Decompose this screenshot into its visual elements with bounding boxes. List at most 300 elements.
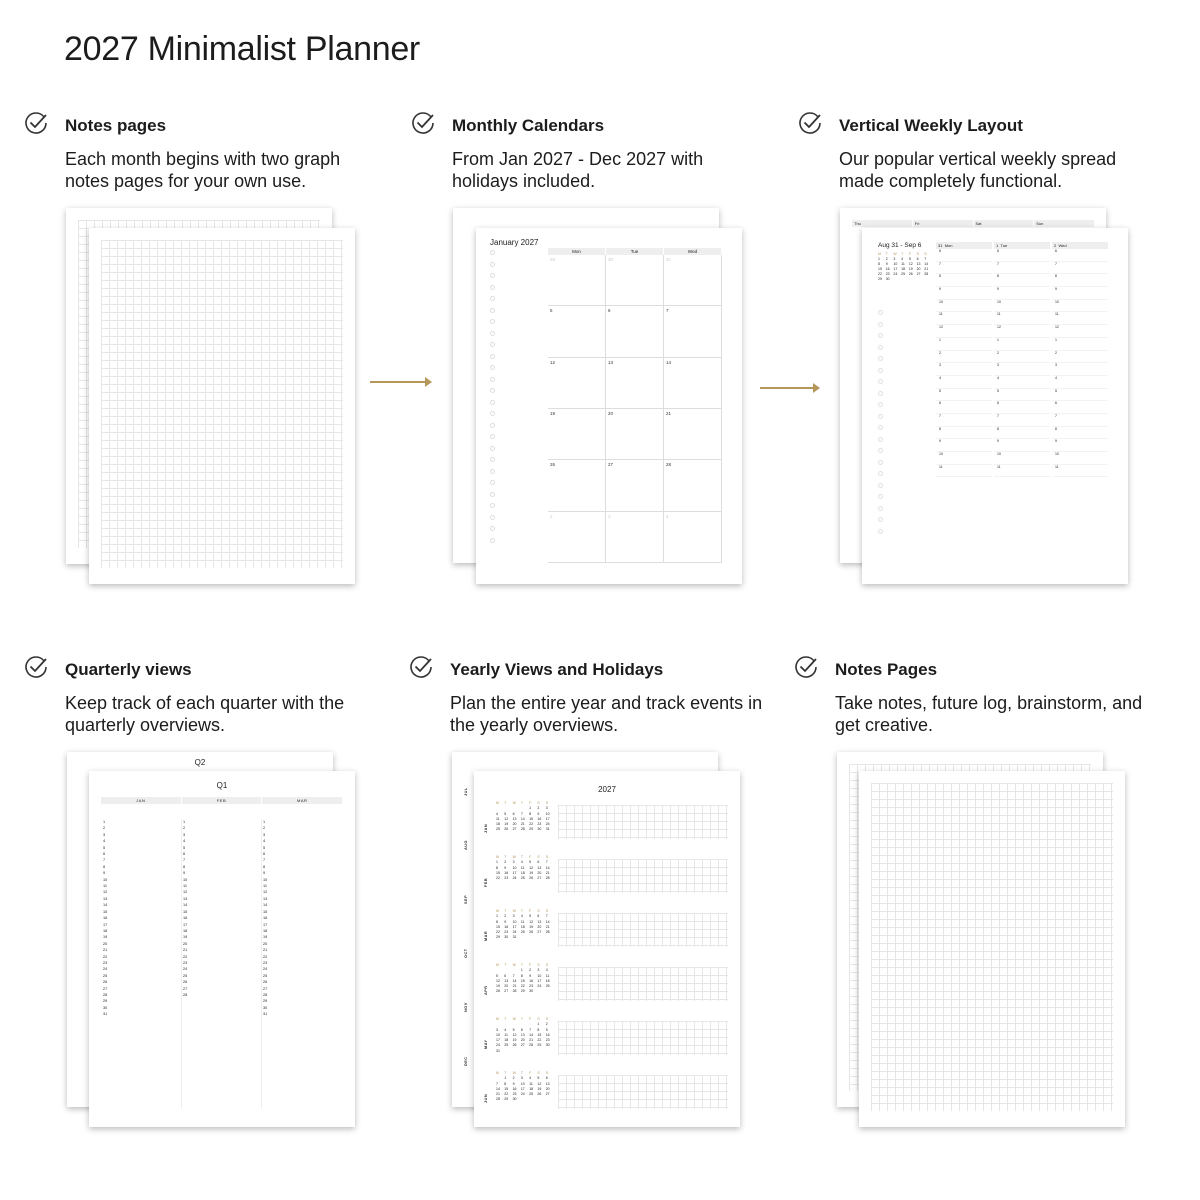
quarter-day: 16 xyxy=(263,916,268,921)
calendar-day: 31 xyxy=(664,255,722,306)
mini-day: 8 xyxy=(520,973,523,978)
mini-weekday: T xyxy=(520,909,523,913)
mini-day-empty xyxy=(521,806,529,810)
calendar-weekday-header xyxy=(548,248,722,255)
quarter-day: 4 xyxy=(183,839,186,844)
mini-day: 27 xyxy=(537,930,542,935)
mini-day: 8 xyxy=(504,1081,507,1086)
mini-weekday: M xyxy=(878,252,881,256)
quarter-day: 30 xyxy=(103,1005,108,1010)
mini-day: 26 xyxy=(529,876,534,881)
mini-day: 18 xyxy=(545,978,550,983)
mini-weekday: F xyxy=(908,252,911,256)
quarter-day: 26 xyxy=(103,980,108,985)
mini-day: 21 xyxy=(545,870,550,875)
quarter-day: 3 xyxy=(103,832,106,837)
mini-day: 10 xyxy=(537,973,542,978)
calendar-day: 5 xyxy=(548,306,606,357)
calendar-day: 14 xyxy=(664,358,722,409)
month-label: JUN xyxy=(484,1093,488,1103)
mini-weekday: W xyxy=(512,963,516,967)
month-label: MAR xyxy=(484,930,488,941)
mini-day: 4 xyxy=(520,860,523,865)
mini-calendar xyxy=(496,909,554,939)
hour-slot: 9 xyxy=(994,287,1050,300)
mini-day: 24 xyxy=(512,930,517,935)
calendar-day: 27 xyxy=(606,460,664,511)
mini-day: 19 xyxy=(537,1086,542,1091)
quarter-day: 15 xyxy=(183,909,188,914)
month-label: OCT xyxy=(464,948,468,958)
mini-day: 8 xyxy=(878,262,880,266)
weekly-notes-circles xyxy=(878,310,883,540)
mini-weekday: S xyxy=(924,252,927,256)
mini-weekday: S xyxy=(537,801,540,805)
mini-day: 13 xyxy=(545,1081,550,1086)
weekday-label: Fri xyxy=(913,220,973,227)
mini-day: 5 xyxy=(537,1076,540,1081)
day-number: 31 xyxy=(938,243,943,248)
mini-day: 6 xyxy=(520,1027,523,1032)
mini-day: 8 xyxy=(537,1027,540,1032)
quarter-day: 9 xyxy=(263,871,266,876)
month-label: JUL xyxy=(464,787,468,796)
mini-day: 16 xyxy=(512,1086,517,1091)
calendar-day: 26 xyxy=(548,460,606,511)
quarter-day: 5 xyxy=(263,845,266,850)
hour-slot: 3 xyxy=(994,363,1050,376)
hour-slot: 3 xyxy=(1052,363,1108,376)
feature-notes-pages-2 xyxy=(835,660,1175,736)
mini-day: 15 xyxy=(520,978,525,983)
quarter-day: 15 xyxy=(263,909,268,914)
mini-day: 29 xyxy=(878,277,882,281)
weekly-day-header xyxy=(1052,242,1108,249)
hour-slot: 12 xyxy=(1052,325,1108,338)
month-label: SEP xyxy=(464,894,468,904)
mini-day: 25 xyxy=(901,272,906,276)
quarter-day: 7 xyxy=(103,858,106,863)
quarter-day: 29 xyxy=(103,999,108,1004)
calendar-grid xyxy=(548,255,722,563)
calendar-notes-circles xyxy=(490,250,496,549)
mini-day: 25 xyxy=(496,827,500,832)
hour-slot: 8 xyxy=(936,274,992,287)
month-label: JAN xyxy=(101,797,181,804)
mini-day: 28 xyxy=(512,989,517,994)
quarter-day: 24 xyxy=(263,967,268,972)
mini-day: 6 xyxy=(504,973,507,978)
feature-text: Each month begins with two graph notes pages for your own use. xyxy=(65,149,341,191)
day-label: Tue xyxy=(1000,243,1008,248)
check-circle-icon xyxy=(23,110,49,136)
mini-day: 11 xyxy=(529,1081,533,1086)
quarter-day: 4 xyxy=(263,839,266,844)
hour-slot: 1 xyxy=(994,338,1050,351)
mini-weekday: S xyxy=(545,1017,549,1021)
hour-slot: 10 xyxy=(994,300,1050,313)
quarter-day: 6 xyxy=(183,852,186,857)
calendar-day: 12 xyxy=(548,358,606,409)
mini-day: 11 xyxy=(901,262,905,266)
month-label: APR xyxy=(484,985,488,995)
year-notes-grid xyxy=(558,967,728,1001)
hour-slot: 9 xyxy=(1052,439,1108,452)
mini-weekday: F xyxy=(529,1071,532,1075)
month-label: NOV xyxy=(464,1002,468,1012)
feature-heading: Monthly Calendars xyxy=(452,116,605,135)
mini-day: 23 xyxy=(529,984,534,989)
mini-day: 14 xyxy=(545,865,550,870)
quarter-day: 21 xyxy=(183,948,188,953)
mini-day: 2 xyxy=(885,257,888,261)
feature-monthly-calendars xyxy=(452,116,792,192)
hour-slot: 6 xyxy=(1052,249,1108,262)
month-label: DEC xyxy=(464,1056,468,1066)
hour-slot: 11 xyxy=(936,465,992,478)
feature-notes-pages xyxy=(65,116,405,192)
hour-list xyxy=(936,249,992,477)
mini-day: 30 xyxy=(545,1043,550,1048)
mini-weekday: T xyxy=(504,963,507,967)
mini-day: 15 xyxy=(496,870,500,875)
day-number: 1 xyxy=(996,243,999,248)
mini-day: 3 xyxy=(520,1076,523,1081)
mini-day: 6 xyxy=(537,860,540,865)
mini-day: 2 xyxy=(529,968,532,973)
mini-day: 13 xyxy=(537,919,542,924)
hour-slot: 7 xyxy=(1052,414,1108,427)
divider xyxy=(181,819,182,1109)
quarter-day: 17 xyxy=(103,922,108,927)
mini-day: 6 xyxy=(537,914,540,919)
year-notes-grid xyxy=(558,805,728,839)
year-notes-grid xyxy=(558,1021,728,1055)
month-label: FEB xyxy=(484,877,488,887)
mini-day: 10 xyxy=(512,865,517,870)
mini-day: 21 xyxy=(529,1038,534,1043)
mini-day: 15 xyxy=(537,1032,542,1037)
quarter-day: 15 xyxy=(103,909,108,914)
mini-day: 28 xyxy=(545,930,550,935)
mini-day: 12 xyxy=(504,816,509,821)
mini-day: 1 xyxy=(537,1022,540,1027)
mini-day: 7 xyxy=(545,914,548,919)
mini-day: 28 xyxy=(545,876,550,881)
hour-slot: 2 xyxy=(936,351,992,364)
mini-weekday: F xyxy=(529,855,532,859)
quarter-day: 13 xyxy=(103,896,108,901)
quarter-day: 28 xyxy=(103,992,108,997)
hour-slot: 10 xyxy=(994,452,1050,465)
month-label: JAN xyxy=(484,823,488,833)
mini-day: 3 xyxy=(537,968,540,973)
mini-day: 10 xyxy=(545,811,550,816)
quarter-day: 27 xyxy=(103,986,108,991)
quarter-day: 14 xyxy=(103,903,108,908)
quarter-day: 3 xyxy=(183,832,186,837)
mini-day: 18 xyxy=(496,822,500,827)
weekday-label: Tue xyxy=(606,248,663,255)
quarter-day: 8 xyxy=(263,864,266,869)
mini-day: 14 xyxy=(529,1032,534,1037)
mini-weekday: S xyxy=(545,963,549,967)
quarter-day: 16 xyxy=(183,916,188,921)
mini-day-empty xyxy=(504,968,512,972)
quarter-day: 30 xyxy=(263,1005,268,1010)
mini-day-empty xyxy=(496,1076,504,1080)
mini-day: 3 xyxy=(545,806,548,811)
mini-day: 6 xyxy=(916,257,919,261)
quarter-day: 24 xyxy=(103,967,108,972)
mini-day: 15 xyxy=(504,1086,509,1091)
hour-slot: 9 xyxy=(936,287,992,300)
calendar-month-title: January 2027 xyxy=(490,238,539,247)
quarter-day: 27 xyxy=(263,986,268,991)
mini-calendar xyxy=(496,1071,554,1101)
hour-slot: 7 xyxy=(994,262,1050,275)
mini-calendar xyxy=(496,1017,554,1053)
quarter-day: 27 xyxy=(183,986,188,991)
mini-day: 7 xyxy=(545,860,548,865)
weekday-label: Sat xyxy=(974,220,1034,227)
year-month-row xyxy=(484,961,730,1013)
mini-day: 21 xyxy=(520,822,525,827)
mini-day: 1 xyxy=(520,968,523,973)
mini-day: 30 xyxy=(512,1097,517,1102)
mini-day: 15 xyxy=(529,816,534,821)
mini-day: 11 xyxy=(520,865,525,870)
mini-day-empty xyxy=(513,1022,521,1026)
quarter-day: 8 xyxy=(183,864,186,869)
quarter-day: 5 xyxy=(183,845,186,850)
quarter-day: 1 xyxy=(263,820,266,824)
mini-day: 7 xyxy=(529,1027,532,1032)
mini-day: 30 xyxy=(537,827,542,832)
mini-day: 2 xyxy=(545,1022,548,1027)
quarter-day: 28 xyxy=(263,992,268,997)
quarter-day: 10 xyxy=(183,877,188,882)
mini-day: 24 xyxy=(496,1043,500,1048)
mini-day: 20 xyxy=(916,267,921,271)
mini-day: 8 xyxy=(529,811,532,816)
feature-text: Plan the entire year and track events in the yearly overviews. xyxy=(450,693,763,735)
mini-day: 14 xyxy=(520,816,525,821)
mini-weekday: W xyxy=(512,1017,516,1021)
mini-day: 14 xyxy=(545,919,550,924)
mini-day: 9 xyxy=(537,811,540,816)
mini-day: 20 xyxy=(537,870,542,875)
mini-weekday: S xyxy=(537,855,540,859)
mini-day: 9 xyxy=(512,1081,515,1086)
hour-slot: 7 xyxy=(936,262,992,275)
hour-slot: 8 xyxy=(936,427,992,440)
hour-slot: 6 xyxy=(994,401,1050,414)
mini-day: 17 xyxy=(496,1038,500,1043)
quarter-day: 14 xyxy=(263,903,268,908)
mini-day: 11 xyxy=(496,816,500,821)
mini-day: 24 xyxy=(537,984,542,989)
arrow-icon xyxy=(370,381,430,383)
mini-day: 11 xyxy=(504,1032,508,1037)
quarter-day: 5 xyxy=(103,845,106,850)
hour-list xyxy=(994,249,1050,477)
quarter-day: 4 xyxy=(103,839,106,844)
quarter-day: 18 xyxy=(263,928,268,933)
mini-day: 20 xyxy=(520,1038,525,1043)
quarter-day: 1 xyxy=(103,820,106,824)
quarter-day: 11 xyxy=(263,884,267,889)
mini-day: 22 xyxy=(504,1092,509,1097)
mini-day: 5 xyxy=(529,860,532,865)
quarter-day: 21 xyxy=(263,948,268,953)
hour-slot: 6 xyxy=(1052,401,1108,414)
mini-day: 20 xyxy=(545,1086,550,1091)
mini-day: 23 xyxy=(545,1038,550,1043)
mini-day-empty xyxy=(496,806,504,810)
quarter-day: 29 xyxy=(263,999,268,1004)
mini-day: 10 xyxy=(496,1032,500,1037)
mini-weekday: T xyxy=(520,1017,523,1021)
quarter-day: 12 xyxy=(103,890,108,895)
mini-day: 1 xyxy=(496,914,498,919)
mini-day: 23 xyxy=(885,272,890,276)
check-circle-icon xyxy=(408,654,434,680)
mini-day: 21 xyxy=(545,924,550,929)
quarter-day: 18 xyxy=(183,928,188,933)
hour-slot: 11 xyxy=(1052,312,1108,325)
mini-weekday: W xyxy=(512,801,516,805)
mini-day: 19 xyxy=(529,870,534,875)
weekly-back-header xyxy=(852,220,1094,227)
weekday-label: Wed xyxy=(664,248,721,255)
quarter-day-list xyxy=(263,819,333,1018)
quarter-day: 11 xyxy=(183,884,187,889)
calendar-day: 2 xyxy=(548,512,606,563)
quarter-day: 22 xyxy=(263,954,268,959)
mini-weekday: S xyxy=(537,1017,540,1021)
feature-heading: Vertical Weekly Layout xyxy=(839,116,1023,135)
year-month-row xyxy=(484,853,730,905)
mini-day: 9 xyxy=(885,262,888,266)
calendar-day: 28 xyxy=(664,460,722,511)
mini-day: 22 xyxy=(537,1038,542,1043)
mini-day: 14 xyxy=(496,1086,500,1091)
quarter-day: 12 xyxy=(183,890,188,895)
mini-day: 29 xyxy=(537,1043,542,1048)
mini-day: 14 xyxy=(512,978,517,983)
quarter-day: 1 xyxy=(183,820,186,824)
year-notes-grid xyxy=(558,859,728,893)
mini-weekday: S xyxy=(545,801,549,805)
mini-day: 18 xyxy=(504,1038,509,1043)
quarter-day: 9 xyxy=(103,871,106,876)
quarter-title: Q1 xyxy=(216,781,228,790)
mini-day: 22 xyxy=(496,876,500,881)
quarter-day: 31 xyxy=(103,1012,108,1017)
mini-weekday: T xyxy=(901,252,904,256)
quarter-day: 14 xyxy=(183,903,188,908)
mini-weekday: M xyxy=(496,1071,499,1075)
mini-day: 16 xyxy=(529,978,534,983)
mini-day: 13 xyxy=(512,816,517,821)
mini-day: 27 xyxy=(512,827,517,832)
mini-day: 24 xyxy=(520,1092,525,1097)
calendar-day: 30 xyxy=(606,255,664,306)
mini-day: 13 xyxy=(537,865,542,870)
mini-day: 12 xyxy=(496,978,500,983)
mini-day: 12 xyxy=(529,865,534,870)
feature-heading: Yearly Views and Holidays xyxy=(450,660,664,679)
mini-day-empty xyxy=(496,968,504,972)
check-circle-icon xyxy=(797,110,823,136)
hour-slot: 10 xyxy=(1052,452,1108,465)
mini-day: 28 xyxy=(520,827,525,832)
mini-day: 19 xyxy=(529,924,534,929)
mini-calendar xyxy=(496,963,554,993)
quarter-day: 17 xyxy=(183,922,188,927)
hour-slot: 6 xyxy=(936,401,992,414)
mini-calendar xyxy=(496,801,554,831)
year-month-row xyxy=(484,907,730,959)
mini-weekday: T xyxy=(504,1017,507,1021)
quarter-day: 11 xyxy=(103,884,107,889)
mini-day: 25 xyxy=(504,1043,509,1048)
feature-heading: Quarterly views xyxy=(65,660,192,679)
mini-day: 12 xyxy=(908,262,913,266)
mini-day: 27 xyxy=(545,1092,550,1097)
mini-day: 29 xyxy=(496,935,500,940)
mini-weekday: M xyxy=(496,909,499,913)
year-month-row xyxy=(484,799,730,851)
mini-day: 9 xyxy=(504,865,507,870)
mini-day: 28 xyxy=(924,272,929,276)
quarter-day: 20 xyxy=(183,941,188,946)
hour-slot: 11 xyxy=(936,312,992,325)
quarter-day: 23 xyxy=(183,960,188,965)
mini-day: 31 xyxy=(496,1048,500,1053)
mini-day: 13 xyxy=(504,978,509,983)
mini-day: 21 xyxy=(496,1092,500,1097)
mini-day: 17 xyxy=(512,924,517,929)
hour-slot: 6 xyxy=(936,249,992,262)
quarter-day: 10 xyxy=(103,877,108,882)
quarter-day: 28 xyxy=(183,992,188,997)
mini-weekday: T xyxy=(885,252,888,256)
hour-list xyxy=(1052,249,1108,477)
mini-day: 17 xyxy=(512,870,517,875)
mini-day: 12 xyxy=(512,1032,517,1037)
weekly-mini-calendar xyxy=(878,252,932,281)
mini-day: 25 xyxy=(520,930,525,935)
monthly-page-front xyxy=(476,228,742,584)
week-range-title: Aug 31 - Sep 6 xyxy=(878,242,922,249)
mini-weekday: T xyxy=(504,801,507,805)
quarter-day: 25 xyxy=(263,973,268,978)
mini-weekday: M xyxy=(496,801,499,805)
weekly-day-column xyxy=(1052,242,1108,477)
mini-day: 18 xyxy=(529,1086,534,1091)
mini-day: 3 xyxy=(512,860,515,865)
mini-weekday: T xyxy=(520,963,523,967)
quarter-day: 19 xyxy=(263,935,268,940)
calendar-day: 7 xyxy=(664,306,722,357)
mini-day: 21 xyxy=(512,984,517,989)
mini-weekday: T xyxy=(504,855,507,859)
quarter-day: 19 xyxy=(183,935,188,940)
mini-day: 20 xyxy=(504,984,509,989)
mini-weekday: F xyxy=(529,801,532,805)
